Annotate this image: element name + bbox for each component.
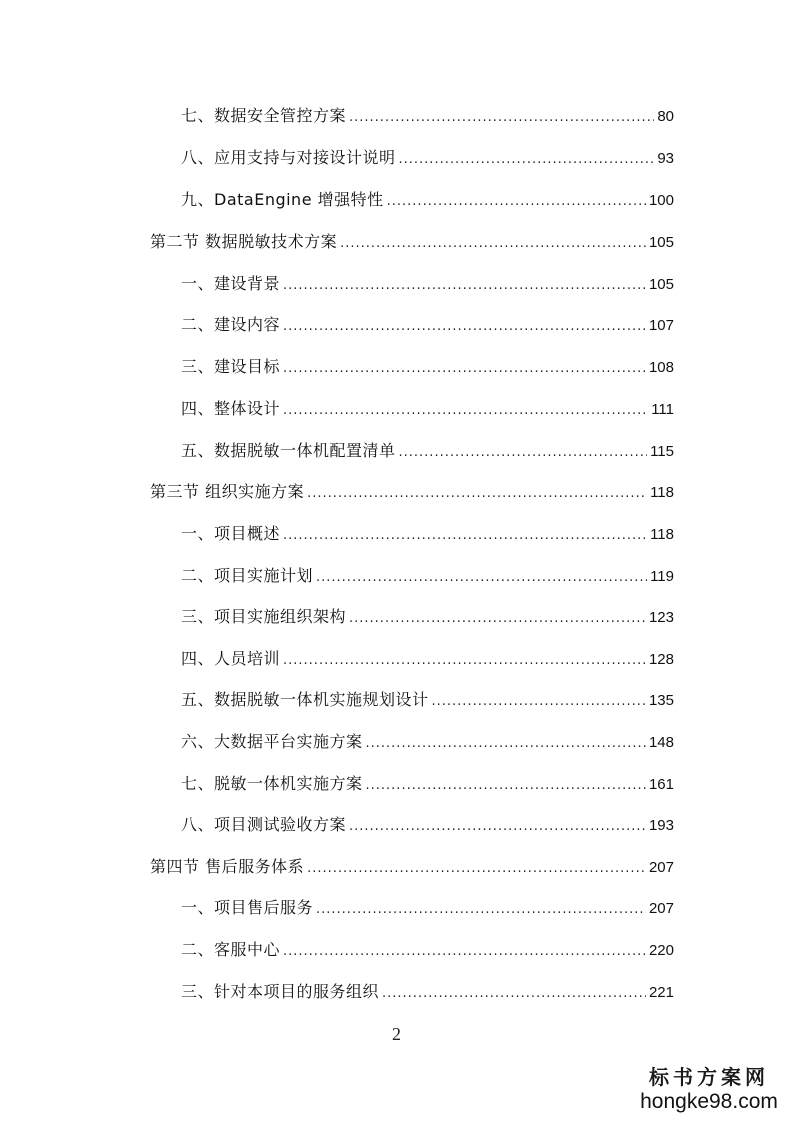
toc-entry-page: 207 (648, 859, 674, 876)
toc-entry-page: 221 (648, 984, 674, 1001)
toc-entry-title: 八、项目测试验收方案 (181, 815, 347, 834)
toc-entry-title: 七、数据安全管控方案 (181, 106, 347, 125)
toc-entry (181, 355, 674, 379)
toc-leader-dots (432, 690, 646, 714)
toc-entry-title: 一、建设背景 (181, 274, 281, 293)
toc-entry-page: 107 (648, 317, 674, 334)
toc-entry (181, 938, 674, 962)
toc-entry-page: 118 (650, 526, 674, 543)
toc-entry (181, 188, 674, 212)
toc-entry-page: 100 (648, 192, 674, 209)
toc-leader-dots (349, 607, 646, 631)
toc-entry-title: 一、项目售后服务 (181, 898, 314, 917)
toc-entry (181, 772, 674, 796)
toc-entry (181, 605, 674, 629)
toc-entry-page: 207 (648, 900, 674, 917)
toc-entry-page: 161 (648, 776, 674, 793)
toc-entry-title: 二、客服中心 (181, 940, 281, 959)
toc-entry-page: 108 (648, 359, 674, 376)
toc-entry-title: 二、建设内容 (181, 315, 281, 334)
toc-entry-page: 148 (648, 734, 674, 751)
toc-leader-dots (283, 315, 646, 339)
toc-leader-dots (283, 274, 646, 298)
toc-entry-page: 105 (648, 276, 674, 293)
toc-entry-title: 九、DataEngine 增强特性 (181, 190, 384, 209)
toc-leader-dots (349, 106, 654, 130)
watermark-site-name: 标书方案网 (649, 1065, 769, 1089)
toc-entry (181, 146, 674, 170)
toc-entry-title: 二、项目实施计划 (181, 566, 314, 585)
toc-leader-dots (382, 982, 646, 1006)
toc-entry-title: 第三节 组织实施方案 (150, 482, 305, 501)
toc-entry-title: 五、数据脱敏一体机实施规划设计 (181, 690, 429, 709)
toc-entry (181, 688, 674, 712)
toc-leader-dots (283, 399, 648, 423)
toc-leader-dots (307, 857, 646, 881)
toc-leader-dots (307, 482, 647, 506)
toc-entry (181, 104, 674, 128)
toc-entry-page: 111 (651, 401, 674, 418)
toc-entry-title: 五、数据脱敏一体机配置清单 (181, 441, 396, 460)
toc-entry-title: 四、整体设计 (181, 399, 281, 418)
toc-entry-title: 七、脱敏一体机实施方案 (181, 774, 363, 793)
toc-entry-page: 123 (648, 609, 674, 626)
toc-entry (181, 522, 674, 546)
toc-entry-title: 三、建设目标 (181, 357, 281, 376)
toc-entry-title: 第二节 数据脱敏技术方案 (150, 232, 338, 251)
toc-leader-dots (349, 815, 646, 839)
toc-entry-title: 六、大数据平台实施方案 (181, 732, 363, 751)
toc-leader-dots (366, 774, 646, 798)
toc-entry (181, 313, 674, 337)
toc-leader-dots (340, 232, 646, 256)
toc-leader-dots (283, 357, 646, 381)
toc-leader-dots (316, 566, 647, 590)
toc-entry-page: 135 (648, 692, 674, 709)
toc-entry-page: 193 (648, 817, 674, 834)
toc-entry (181, 439, 674, 463)
toc-entry-page: 115 (650, 443, 674, 460)
toc-entry (181, 564, 674, 588)
toc-entry (181, 730, 674, 754)
toc-entry-page: 128 (648, 651, 674, 668)
toc-entry-page: 80 (657, 108, 674, 125)
toc-leader-dots (283, 524, 647, 548)
toc-entry (181, 980, 674, 1004)
toc-entry-page: 119 (650, 568, 674, 585)
toc-entry (181, 813, 674, 837)
toc-leader-dots (283, 649, 646, 673)
toc-section-entry (150, 855, 674, 879)
toc-entry (181, 397, 674, 421)
toc-entry-title: 第四节 售后服务体系 (150, 857, 305, 876)
toc-entry-page: 118 (650, 484, 674, 501)
toc-entry-title: 三、项目实施组织架构 (181, 607, 347, 626)
toc-entry-page: 105 (648, 234, 674, 251)
toc-entry-title: 三、针对本项目的服务组织 (181, 982, 380, 1001)
toc-leader-dots (316, 898, 646, 922)
toc-leader-dots (283, 940, 646, 964)
toc-entry (181, 896, 674, 920)
page-number: 2 (392, 1024, 401, 1044)
toc-entry-title: 四、人员培训 (181, 649, 281, 668)
toc-section-entry (150, 480, 674, 504)
toc-leader-dots (399, 441, 648, 465)
toc-entry-title: 八、应用支持与对接设计说明 (181, 148, 396, 167)
toc-entry-page: 93 (657, 150, 674, 167)
watermark-domain: hongke98.com (640, 1090, 778, 1113)
toc-entry (181, 272, 674, 296)
toc-leader-dots (366, 732, 646, 756)
toc-leader-dots (387, 190, 646, 214)
toc-entry-title: 一、项目概述 (181, 524, 281, 543)
toc-leader-dots (399, 148, 655, 172)
toc-entry-page: 220 (648, 942, 674, 959)
toc-section-entry (150, 230, 674, 254)
watermark-logo (639, 1064, 779, 1114)
toc-entry (181, 647, 674, 671)
